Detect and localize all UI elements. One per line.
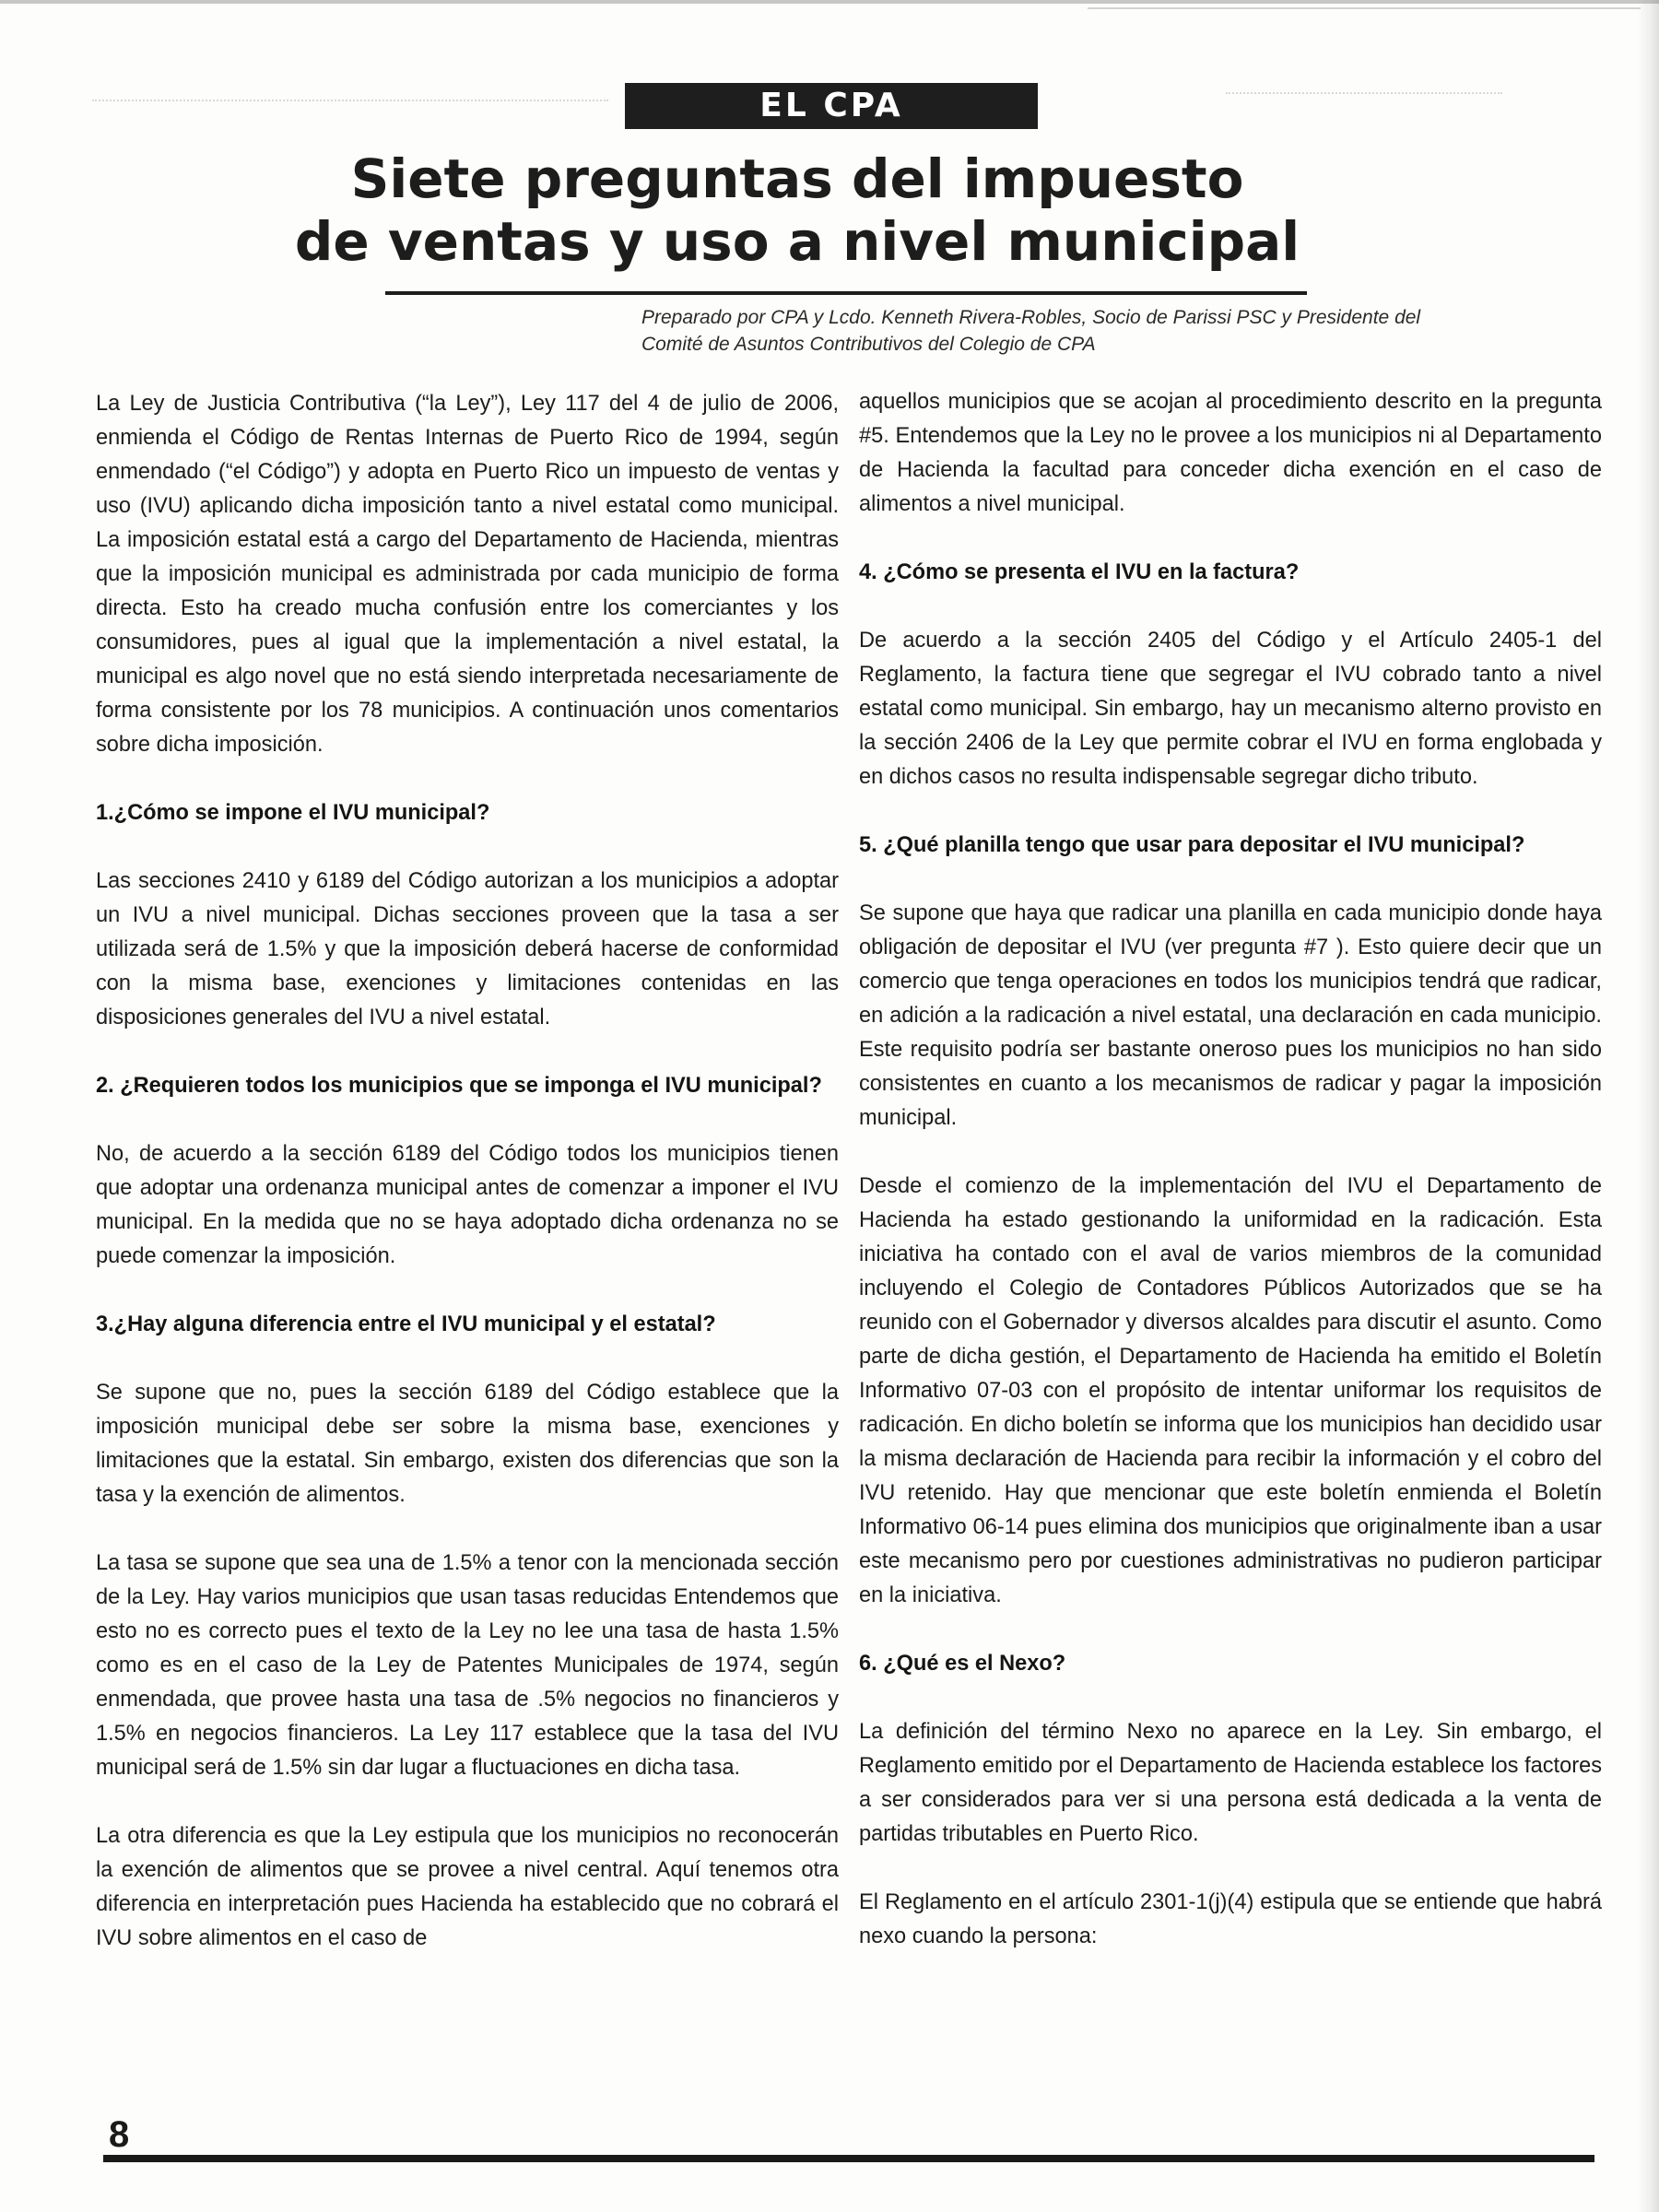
question-1-answer: Las secciones 2410 y 6189 del Código autorizan a los municipios a adoptar un IVU a nivel municipal. Dichas secciones proveen que la tasa a ser utilizada será de 1.5% y que la imposición deberá hacerse de conformidad con la misma base, exenciones y limitaciones contenidas en las disposiciones generales del IVU a nivel estatal. xyxy=(96,869,839,1030)
author-byline xyxy=(641,304,1582,358)
title-line-1: Siete preguntas del impuesto xyxy=(350,147,1244,210)
question-4-answer: De acuerdo a la sección 2405 del Código y el Artículo 2405-1 del Reglamento, la factura tiene que segregar el IVU cobrado tanto a nivel estatal como municipal. Sin embargo, hay un mecanismo alterno provisto en la sección 2406 de la Ley que permite cobrar el IVU en forma englobada y en dichos casos no resulta indispensable segregar dicho tributo. xyxy=(859,629,1602,789)
footer-rule xyxy=(103,2155,1594,2162)
question-3-answer-3: La otra diferencia es que la Ley estipula que los municipios no reconocerán la exención de alimentos que se provee a nivel central. Aquí tenemos otra diferencia en interpretación pues Hacienda ha establecido que no cobrará el IVU sobre alimentos en el caso de xyxy=(96,1824,839,1950)
question-6-heading: 6. ¿Qué es el Nexo? xyxy=(859,1652,1066,1676)
question-3-heading: 3.¿Hay alguna diferencia entre el IVU municipal y el estatal? xyxy=(96,1312,716,1336)
question-1-heading: 1.¿Cómo se impone el IVU municipal? xyxy=(96,801,490,825)
scan-artifact-right xyxy=(1226,92,1502,96)
question-6-answer-1: La definición del término Nexo no aparece en la Ley. Sin embargo, el Reglamento emitido por el Departamento de Hacienda establece los factores a ser considerados para ver si una persona está dedicada a la venta de partidas tributables en Puerto Rico. xyxy=(859,1720,1602,1846)
question-6-answer-2: El Reglamento en el artículo 2301-1(j)(4) estipula que se entiende que habrá nexo cuando la persona: xyxy=(859,1890,1602,1948)
top-scan-edge-secondary xyxy=(1088,7,1641,9)
title-line-2: de ventas y uso a nivel municipal xyxy=(294,210,1300,273)
right-column xyxy=(859,385,1602,1988)
section-kicker: EL CPA xyxy=(625,83,1038,129)
question-2-heading: 2. ¿Requieren todos los municipios que se imponga el IVU municipal? xyxy=(96,1074,822,1098)
page-number: 8 xyxy=(109,2114,130,2155)
intro-paragraph: La Ley de Justicia Contributiva (“la Ley”), Ley 117 del 4 de julio de 2006, enmienda el Código de Rentas Internas de Puerto Rico de 1994, según enmendado (“el Código”) y adopta en Puerto Rico un impuesto de ventas y uso (IVU) aplicando dicha imposición tanto a nivel estatal como municipal. La imposición estatal está a cargo del Departamento de Hacienda, mientras que la imposición municipal es administrada por cada municipio de forma directa. Esto ha creado mucha confusión entre los comerciantes y los consumidores, pues al igual que la implementación a nivel estatal, la municipal es algo novel que no está siendo interpretada necesariamente de forma consistente por los 78 municipios. A continuación unos comentarios sobre dicha imposición. xyxy=(96,392,839,757)
article-title xyxy=(221,147,1373,273)
question-2-answer: No, de acuerdo a la sección 6189 del Código todos los municipios tienen que adoptar una ordenanza municipal antes de comenzar a imponer el IVU municipal. En la medida que no se haya adoptado dicha ordenanza no se puede comenzar la imposición. xyxy=(96,1142,839,1268)
question-5-answer-1: Se supone que haya que radicar una planilla en cada municipio donde haya obligación de depositar el IVU (ver pregunta #7 ). Esto quiere decir que un comercio que tenga operaciones en todos los municipios tendrá que radicar, en adición a la radicación a nivel estatal, una declaración en cada municipio. Este requisito podría ser bastante oneroso pues los municipios no han sido consistentes en cuanto a los mecanismos de radicar y pagar la imposición municipal. xyxy=(859,901,1602,1130)
question-3-answer-1: Se supone que no, pues la sección 6189 del Código establece que la imposición municipal debe ser sobre la misma base, exenciones y limitaciones que la estatal. Sin embargo, existen dos diferencias que son la tasa y la exención de alimentos. xyxy=(96,1381,839,1507)
page-shadow-edge xyxy=(1637,0,1659,2212)
left-column xyxy=(96,387,839,1990)
top-scan-edge xyxy=(0,0,1659,4)
continued-paragraph: aquellos municipios que se acojan al procedimiento descrito en la pregunta #5. Entendemos que la Ley no le provee a los municipios ni al Departamento de Hacienda la facultad para conceder dicha exención en el caso de alimentos a nivel municipal. xyxy=(859,390,1602,516)
question-4-heading: 4. ¿Cómo se presenta el IVU en la factura? xyxy=(859,560,1300,584)
question-5-answer-2: Desde el comienzo de la implementación del IVU el Departamento de Hacienda ha estado gestionando la uniformidad en la radicación. Esta iniciativa ha contado con el aval de varios miembros de la comunidad incluyendo el Colegio de Contadores Públicos Autorizados que se ha reunido con el Gobernador y diversos alcaldes para discutir el asunto. Como parte de dicha gestión, el Departamento de Hacienda ha emitido el Boletín Informativo 07-03 con el propósito de intentar uniformar los requisitos de radicación. En dicho boletín se informa que los municipios han decidido usar la misma declaración de Hacienda para recibir la información y el cobro del IVU retenido. Hay que mencionar que este boletín enmienda el Boletín Informativo 06-14 pues elimina dos municipios que originalmente iban a usar este mecanismo pero por cuestiones administrativas no pudieron participar en la iniciativa. xyxy=(859,1174,1602,1607)
title-underline xyxy=(385,291,1307,295)
question-3-answer-2: La tasa se supone que sea una de 1.5% a tenor con la mencionada sección de la Ley. Hay varios municipios que usan tasas reducidas Entendemos que esto no es correcto pues el texto de la Ley no lee una tasa de hasta 1.5% como es en el caso de la Ley de Patentes Municipales de 1974, según enmendada, que provee hasta una tasa de .5% negocios no financieros y 1.5% en negocios financieros. La Ley 117 establece que la tasa del IVU municipal será de 1.5% sin dar lugar a fluctuaciones en dicha tasa. xyxy=(96,1551,839,1780)
question-5-heading: 5. ¿Qué planilla tengo que usar para depositar el IVU municipal? xyxy=(859,833,1525,857)
byline-line-1: Preparado por CPA y Lcdo. Kenneth Rivera-Robles, Socio de Parissi PSC y Presidente del xyxy=(641,307,1421,328)
scan-artifact-left xyxy=(92,100,608,103)
byline-line-2: Comité de Asuntos Contributivos del Colegio de CPA xyxy=(641,334,1096,355)
